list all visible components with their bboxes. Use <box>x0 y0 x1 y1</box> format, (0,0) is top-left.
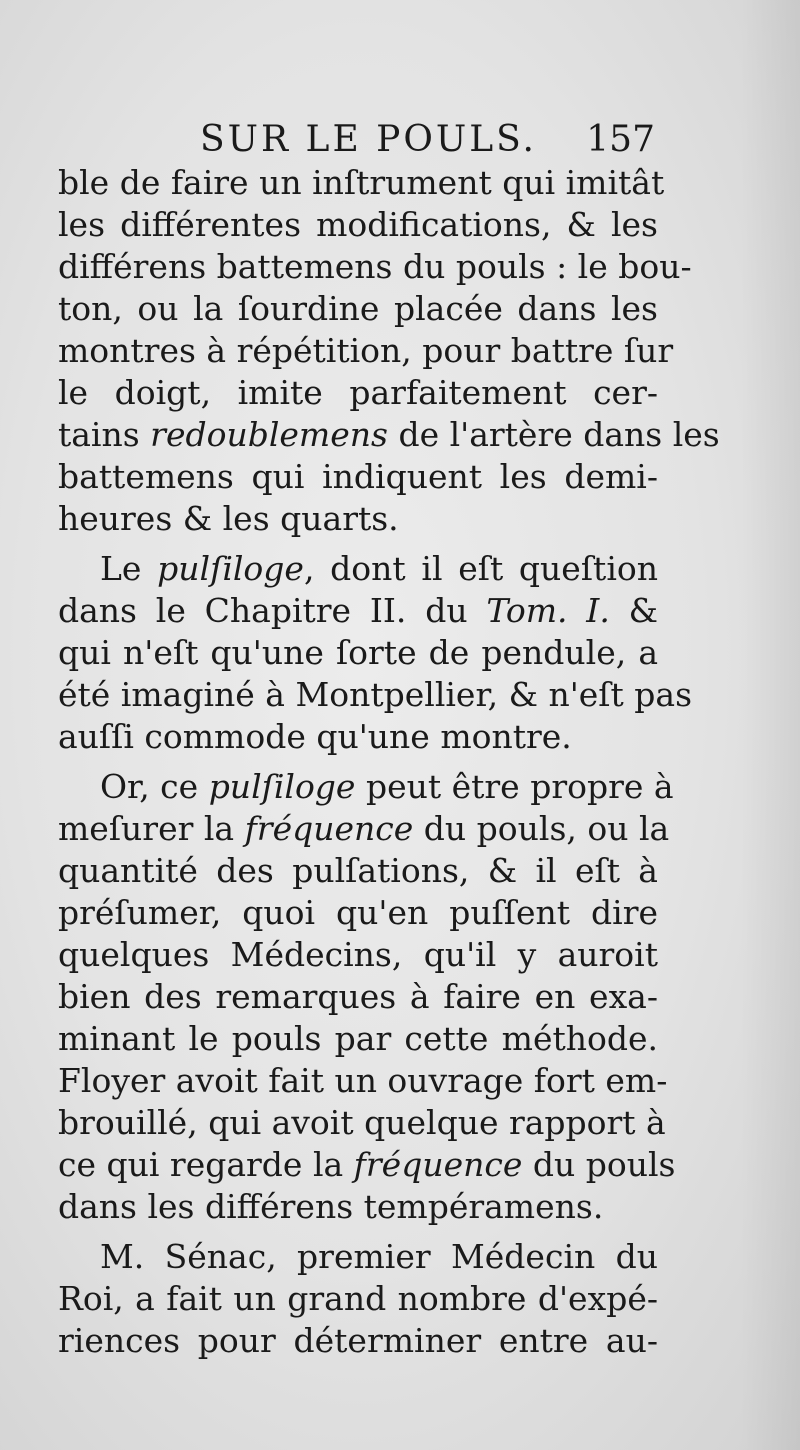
text-line: riences pour déterminer entre au- <box>58 1321 658 1360</box>
text-line: battemens qui indiquent les demi- <box>58 457 658 496</box>
text-line: dans les différens tempéramens. <box>58 1187 604 1226</box>
text-line: M. Sénac, premier Médecin du <box>100 1237 658 1276</box>
italic-term: fréquence <box>353 1145 523 1184</box>
italic-term: Tom. I. <box>486 591 610 630</box>
text-line: quelques Médecins, qu'il y auroit <box>58 935 658 974</box>
text-line: brouillé, qui avoit quelque rapport à <box>58 1103 666 1142</box>
text-line: différens battemens du pouls : le bou- <box>58 247 692 286</box>
text-line: Floyer avoit fait un ouvrage fort em- <box>58 1061 668 1100</box>
text-run: du pouls <box>522 1145 676 1184</box>
page-edge-shadow <box>740 0 800 1450</box>
text-line <box>58 1144 676 1186</box>
running-head <box>200 118 655 162</box>
italic-term: fréquence <box>244 809 414 848</box>
text-line: été imaginé à Montpellier, & n'eſt pas <box>58 675 693 714</box>
running-title: SUR LE POULS. <box>200 119 537 160</box>
text-line: heures & les quarts. <box>58 499 399 538</box>
text-run: peut être propre à <box>355 767 674 806</box>
text-run: tains <box>58 415 151 454</box>
text-line: ton, ou la ſourdine placée dans les <box>58 289 658 328</box>
text-run: , dont il eſt queſtion <box>303 549 658 588</box>
body-text <box>58 162 720 1362</box>
text-line: quantité des pulſations, & il eſt à <box>58 851 658 890</box>
text-run: Le <box>100 549 158 588</box>
paragraph-gap <box>58 1228 658 1236</box>
text-line <box>58 414 720 456</box>
text-run: meſurer la <box>58 809 245 848</box>
text-run: Or, ce <box>100 767 209 806</box>
page-number: 157 <box>586 119 655 160</box>
text-line: ble de faire un inſtrument qui imitât <box>58 163 665 202</box>
text-line: minant le pouls par cette méthode. <box>58 1019 658 1058</box>
text-run: ce qui regarde la <box>58 1145 354 1184</box>
text-line: montres à répétition, pour battre ſur <box>58 331 674 370</box>
text-line <box>58 808 670 850</box>
text-line <box>58 766 674 808</box>
text-line <box>58 590 658 632</box>
text-line: le doigt, imite parfaitement cer- <box>58 373 658 412</box>
text-run: & <box>609 591 658 630</box>
text-line: qui n'eſt qu'une ſorte de pendule, a <box>58 633 658 672</box>
paragraph-gap <box>58 540 658 548</box>
text-line: auſſi commode qu'une montre. <box>58 717 572 756</box>
text-run: du pouls, ou la <box>413 809 670 848</box>
paragraph-gap <box>58 758 658 766</box>
text-line: bien des remarques à faire en exa- <box>58 977 658 1016</box>
text-line: les différentes modifications, & les <box>58 205 658 244</box>
text-line <box>58 548 658 590</box>
italic-term: pulſiloge <box>208 767 356 806</box>
italic-term: redoublemens <box>150 415 388 454</box>
text-run: de l'artère dans les <box>387 415 720 454</box>
text-line: préſumer, quoi qu'en puſſent dire <box>58 893 658 932</box>
text-line: Roi, a fait un grand nombre d'expé- <box>58 1279 658 1318</box>
text-run: dans le Chapitre II. du <box>58 591 487 630</box>
italic-term: pulſiloge <box>157 549 304 588</box>
